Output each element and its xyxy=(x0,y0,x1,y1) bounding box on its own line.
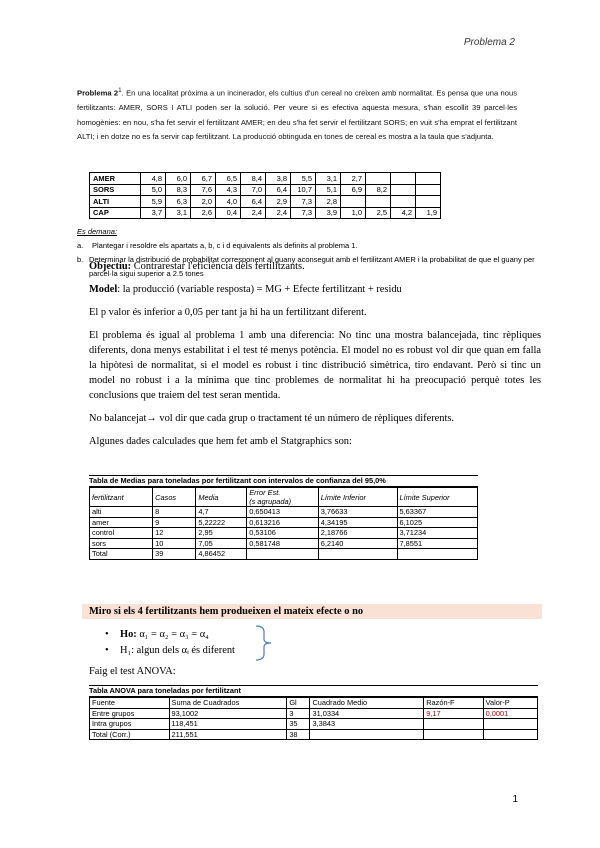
table-cell: 1,0 xyxy=(341,207,366,219)
table-cell: 6,7 xyxy=(191,173,216,185)
table-cell: 3,1 xyxy=(316,173,341,185)
table-cell xyxy=(247,549,319,560)
table-row xyxy=(90,507,478,518)
brace-icon xyxy=(254,624,274,662)
data-table xyxy=(89,172,441,219)
table-header-cell: Límite Superior xyxy=(397,488,478,507)
arrow-icon: → xyxy=(146,413,157,424)
table-cell: 2,8 xyxy=(316,196,341,208)
table-cell: 4,2 xyxy=(391,207,416,219)
table-cell: 7,6 xyxy=(191,184,216,196)
question-item: b. Determinar la distribució de probabilitat corresponent al guany aconseguit amb el fertilitzant AMER i la probabilitat de que el guany per parcel·la sigui superior a 2.5 tones xyxy=(77,255,535,278)
table-cell xyxy=(310,729,424,740)
table-cell: 4,34195 xyxy=(318,517,397,528)
table-cell: amer xyxy=(90,517,153,528)
pvalue-paragraph: El p valor és inferior a 0,05 per tant ja hi ha un fertilitzant diferent. xyxy=(89,307,367,318)
table-cell: 6,0 xyxy=(166,173,191,185)
table-cell: 3,76633 xyxy=(318,507,397,518)
table-cell: 0,650413 xyxy=(247,507,319,518)
table-header-cell: Casos xyxy=(153,488,196,507)
balance-paragraph: El problema és igual al problema 1 amb una diferencia: No tinc una mostra balancejada, tinc rèpliques diferents, dona menys estabilitat i el test té menys potència. El model no es robust vol dir que quan em falla la hipòtesi de normalitat, si el model es robust i tinc distribució simètrica, tiro endavant. Però si tinc un model no robust i a la mínima que tinc problemes de normalitat hi ha preocupació perquè totes les conclusions que traiem del test seran mentida. xyxy=(89,330,541,401)
data-table-row xyxy=(90,196,441,208)
table-header-cell: Fuente xyxy=(90,698,170,709)
table-cell: 10,7 xyxy=(291,184,316,196)
table-cell: 3,1 xyxy=(166,207,191,219)
page-number: 1 xyxy=(512,794,518,805)
table-cell xyxy=(424,729,483,740)
table-cell: 9 xyxy=(153,517,196,528)
table-cell: 7,05 xyxy=(196,538,247,549)
table-row xyxy=(90,538,478,549)
table-cell: 8,3 xyxy=(166,184,191,196)
table-cell: Total (Corr.) xyxy=(90,729,170,740)
table-header-row xyxy=(90,698,538,709)
table-cell: 7,0 xyxy=(241,184,266,196)
table-cell: 38 xyxy=(287,729,310,740)
means-table-caption: Tabla de Medias para toneladas por fertilitzant con intervalos de confianza del 95,0% xyxy=(89,475,478,487)
table-cell xyxy=(397,549,478,560)
table-cell: 2,0 xyxy=(191,196,216,208)
table-cell: 3,3843 xyxy=(310,719,424,730)
table-cell xyxy=(318,549,397,560)
table-cell: 3 xyxy=(287,708,310,719)
table-cell: 2,9 xyxy=(266,196,291,208)
row-label: SORS xyxy=(90,184,141,196)
h0-item: • Ho: α₁ = α₂ = α₃ = α₄ xyxy=(105,627,235,643)
table-cell xyxy=(391,173,416,185)
table-cell: sors xyxy=(90,538,153,549)
table-cell: 4,3 xyxy=(216,184,241,196)
table-row xyxy=(90,708,538,719)
table-row xyxy=(90,517,478,528)
table-cell: 1,9 xyxy=(416,207,441,219)
section-heading: Miro si els 4 fertilitzants hem produeixen el mateix efecte o no xyxy=(82,604,542,619)
unbalanced-paragraph: No balancejat→ vol dir que cada grup o tractament té un número de rèpliques diferents. xyxy=(89,413,454,424)
table-cell: 3,7 xyxy=(141,207,166,219)
table-cell: 2,6 xyxy=(191,207,216,219)
table-cell: 4,7 xyxy=(196,507,247,518)
table-cell: 2,18766 xyxy=(318,528,397,539)
table-cell: 5,5 xyxy=(291,173,316,185)
table-header-cell: Razón-F xyxy=(424,698,483,709)
table-cell: 9,17 xyxy=(424,708,483,719)
table-cell: 10 xyxy=(153,538,196,549)
table-header-cell: Valor-P xyxy=(483,698,537,709)
anova-table xyxy=(89,685,538,740)
problem-text: . En una localitat pròxima a un incinerador, els cultius d'un cereal no creixen amb normalitat. Es pensa que una nous fertilitzants: AMER, SORS I ATLI poden ser la solució. Per veure si es efectiva aquesta mesura, s'han escollit 39 parcel·les homogènies: en nou, s'ha fet servir el fertilitzant AMER; en deu s'ha fet servir el fertilitzant SORS; en vuit s'ha emprat el fertilitzant ALTI; i en dotze no es fa servir cap fertilitzant. La producció obtinguda en tones de cereal es mostra a la taula que s'adjunta. xyxy=(77,88,517,142)
table-cell: 0,53106 xyxy=(247,528,319,539)
table-header-cell: Suma de Cuadrados xyxy=(169,698,287,709)
table-cell: 35 xyxy=(287,719,310,730)
table-row xyxy=(90,528,478,539)
table-cell: 6,5 xyxy=(216,173,241,185)
problem-statement xyxy=(77,84,517,145)
table-cell xyxy=(341,196,366,208)
table-cell xyxy=(391,196,416,208)
table-cell xyxy=(483,719,537,730)
row-label: ALTI xyxy=(90,196,141,208)
table-cell: 2,95 xyxy=(196,528,247,539)
table-cell: Intra grupos xyxy=(90,719,170,730)
objective-paragraph: Objectiu: Contrarestar l'eficiència dels fertilitzants. xyxy=(89,261,305,272)
table-cell: 6,9 xyxy=(341,184,366,196)
statgraphics-paragraph: Algunes dades calculades que hem fet amb el Statgraphics son: xyxy=(89,436,352,447)
table-cell: 6,4 xyxy=(266,184,291,196)
table-cell: 7,8551 xyxy=(397,538,478,549)
table-cell: 39 xyxy=(153,549,196,560)
anova-table-caption: Tabla ANOVA para toneladas por fertilitzant xyxy=(89,685,538,697)
table-row xyxy=(90,549,478,560)
answer-body xyxy=(89,259,541,457)
table-cell: Entre grupos xyxy=(90,708,170,719)
row-label: CAP xyxy=(90,207,141,219)
table-cell: 2,4 xyxy=(241,207,266,219)
table-header-row xyxy=(90,488,478,507)
table-cell: 0,613216 xyxy=(247,517,319,528)
table-cell: 6,3 xyxy=(166,196,191,208)
table-cell: 118,451 xyxy=(169,719,287,730)
table-cell: 0,4 xyxy=(216,207,241,219)
table-cell: 6,2140 xyxy=(318,538,397,549)
anova-intro: Faig el test ANOVA: xyxy=(89,666,176,677)
table-cell: 93,1002 xyxy=(169,708,287,719)
table-cell: 8 xyxy=(153,507,196,518)
footnote-ref: 1 xyxy=(118,87,122,94)
table-cell: 5,0 xyxy=(141,184,166,196)
table-cell xyxy=(424,719,483,730)
table-cell xyxy=(366,173,391,185)
model-paragraph: Model: la producció (variable resposta) = MG + Efecte fertilitzant + residu xyxy=(89,284,402,295)
table-row xyxy=(90,719,538,730)
table-cell: 4,8 xyxy=(141,173,166,185)
table-header-cell: Media xyxy=(196,488,247,507)
h1-item: • H₁: algun dels αᵢ és diferent xyxy=(105,643,235,659)
table-cell: 6,4 xyxy=(241,196,266,208)
table-cell xyxy=(483,729,537,740)
table-cell: 6,1025 xyxy=(397,517,478,528)
question-item: a. Plantegar i resoldre els apartats a, b, c i d equivalents als definits al problema 1. xyxy=(77,241,358,250)
table-cell: 3,71234 xyxy=(397,528,478,539)
table-header-cell: Error Est. (s agrupada) xyxy=(247,488,319,507)
table-cell: 2,5 xyxy=(366,207,391,219)
table-row xyxy=(90,729,538,740)
table-cell: 5,1 xyxy=(316,184,341,196)
table-cell: 12 xyxy=(153,528,196,539)
table-cell: 3,8 xyxy=(266,173,291,185)
table-header-cell: Gl xyxy=(287,698,310,709)
table-cell: 8,4 xyxy=(241,173,266,185)
table-cell: 0,581748 xyxy=(247,538,319,549)
data-table-row xyxy=(90,173,441,185)
page-header: Problema 2 xyxy=(463,37,515,48)
data-table-row xyxy=(90,184,441,196)
table-cell: 4,86452 xyxy=(196,549,247,560)
questions-heading: Es demana: xyxy=(77,227,118,236)
table-cell: 7,3 xyxy=(291,196,316,208)
table-cell: 3,9 xyxy=(316,207,341,219)
table-cell: 31,0334 xyxy=(310,708,424,719)
table-cell: 2,7 xyxy=(341,173,366,185)
table-cell: 5,9 xyxy=(141,196,166,208)
data-table-row xyxy=(90,207,441,219)
table-cell xyxy=(366,196,391,208)
table-header-cell: Límite Inferior xyxy=(318,488,397,507)
table-cell: 7,3 xyxy=(291,207,316,219)
table-cell: 5,22222 xyxy=(196,517,247,528)
table-cell xyxy=(416,196,441,208)
table-cell xyxy=(416,184,441,196)
hypotheses xyxy=(105,627,235,659)
table-cell: alti xyxy=(90,507,153,518)
table-cell xyxy=(416,173,441,185)
table-cell: 211,551 xyxy=(169,729,287,740)
problem-title: Problema 2 xyxy=(77,88,119,98)
row-label: AMER xyxy=(90,173,141,185)
table-cell: 5,63367 xyxy=(397,507,478,518)
table-cell: 0,0001 xyxy=(483,708,537,719)
table-cell: control xyxy=(90,528,153,539)
means-table xyxy=(89,475,478,560)
table-header-cell: Cuadrado Medio xyxy=(310,698,424,709)
table-cell: 4,0 xyxy=(216,196,241,208)
table-cell: 8,2 xyxy=(366,184,391,196)
table-cell xyxy=(391,184,416,196)
table-cell: Total xyxy=(90,549,153,560)
table-cell: 2,4 xyxy=(266,207,291,219)
table-header-cell: fertilitzant xyxy=(90,488,153,507)
